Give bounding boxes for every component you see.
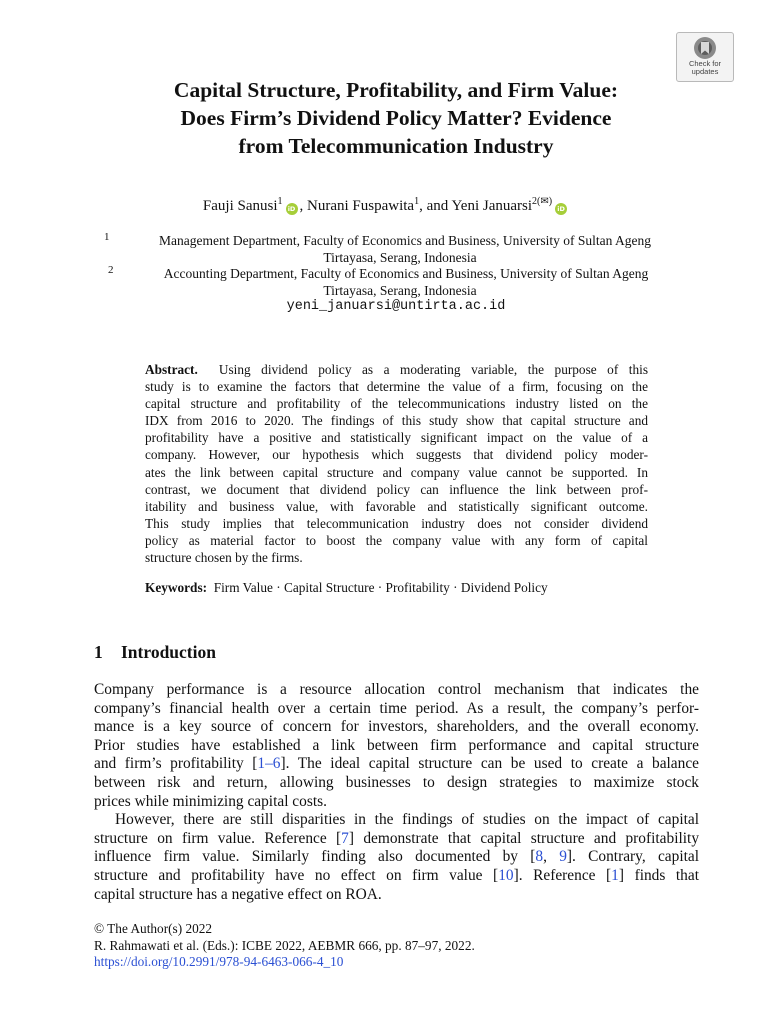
body-line: between risk and return, allowing businesses to design strategies to maximize stock — [94, 773, 699, 791]
section-number: 1 — [94, 642, 103, 662]
title-line-3: from Telecommunication Industry — [238, 134, 554, 158]
abstract-label: Abstract. — [145, 362, 198, 377]
abstract-line: contrast, we document that dividend policy can influence the link between prof- — [145, 481, 648, 497]
body-line: influence firm value. Similarly finding also documented by [8, 9]. Contrary, capital — [94, 848, 699, 866]
body-line: Prior studies have established a link between firm performance and capital structure — [94, 736, 699, 754]
check-for-updates-badge[interactable] — [676, 32, 734, 82]
body-text — [94, 681, 699, 904]
affiliation-1 — [94, 232, 706, 266]
affiliation-line: Tirtayasa, Serang, Indonesia — [323, 250, 477, 265]
abstract — [145, 361, 648, 566]
doi-link[interactable]: https://doi.org/10.2991/978-94-6463-066-4_10 — [94, 954, 344, 970]
abstract-line: capital structure and profitability of the telecommunications industry listed on the — [145, 396, 648, 412]
body-line: mance is a key source of concern for investors, shareholders, and the overall economy. — [94, 718, 699, 736]
bookmark-icon — [692, 36, 718, 60]
abstract-line: itability and business value, with favorable and statistically significant outcome. — [145, 498, 648, 514]
abstract-line: IDX from 2016 to 2020. The findings of this study show that capital structure and — [145, 413, 648, 429]
keywords-list: Firm Value · Capital Structure · Profitability · Dividend Policy — [213, 580, 548, 595]
corresponding-email[interactable]: yeni_januarsi@untirta.ac.id — [286, 299, 506, 314]
orcid-icon[interactable]: iD — [555, 203, 567, 215]
author-affil-sup: 1 — [414, 196, 420, 207]
section-title: Introduction — [121, 642, 216, 662]
abstract-line: Abstract. Using dividend policy as a moderating variable, the purpose of this — [145, 362, 648, 377]
body-line: Company performance is a resource allocation control mechanism that indicates the — [94, 681, 699, 698]
affiliation-number: 2 — [108, 264, 114, 276]
author-name: Fauji Sanusi — [202, 198, 278, 214]
abstract-line: This study implies that telecommunication industry does not consider dividend — [145, 515, 648, 531]
copyright: © The Author(s) 2022 — [94, 921, 213, 936]
keywords-label: Keywords: — [145, 580, 208, 595]
badge-label: Check for updates — [688, 59, 722, 76]
title-line-2: Does Firm’s Dividend Policy Matter? Evidence — [180, 106, 612, 130]
author-affil-sup: 2(✉) — [532, 196, 553, 207]
citation-link[interactable]: 1 — [611, 866, 619, 884]
abstract-line: structure chosen by the firms. — [145, 550, 303, 566]
abstract-line: ates the link between capital structure and company value cannot be supported. In — [145, 464, 648, 480]
body-line: structure on firm value. Reference [7] demonstrate that capital structure and profitability — [94, 829, 700, 847]
citation-link[interactable]: 10 — [498, 866, 514, 884]
body-line: and firm’s profitability [1–6]. The ideal capital structure can be used to create a balance — [94, 755, 699, 773]
citation-link[interactable]: 9 — [559, 848, 567, 866]
orcid-icon[interactable]: iD — [286, 203, 298, 215]
affiliation-line: Accounting Department, Faculty of Economics and Business, University of Sultan Ageng — [163, 266, 649, 281]
author-list: Fauji Sanusi$^1$iD , Nurani Fuspawita$^1$, and Yeni Januarsi$^{2(✉)}$iD — [80, 196, 692, 216]
author-name: Yeni Januarsi — [451, 198, 533, 214]
abstract-line: profitability have a positive and statistically significant impact on the value of a — [145, 430, 648, 446]
body-line: company’s financial health over a certain time period. As a result, the company’s perfor- — [94, 699, 699, 717]
body-line: However, there are still disparities in the findings of studies on the impact of capital — [115, 811, 699, 829]
affiliation-line: Management Department, Faculty of Economics and Business, University of Sultan Ageng — [159, 233, 651, 248]
section-heading — [94, 642, 216, 663]
abstract-line: policy as material factor to boost the company value with any form of capital — [145, 532, 648, 548]
title-line-1: Capital Structure, Profitability, and Firm Value: — [173, 78, 619, 102]
keywords — [145, 580, 548, 596]
body-line: prices while minimizing capital costs. — [94, 792, 327, 810]
footer — [94, 921, 475, 971]
citation-link[interactable]: 1–6 — [257, 755, 281, 773]
abstract-line: company. However, our hypothesis which suggests that dividend policy moder- — [145, 447, 648, 463]
author-conjunction: and — [426, 198, 452, 214]
affiliation-line: Tirtayasa, Serang, Indonesia — [323, 283, 477, 298]
affiliation-2 — [94, 265, 706, 299]
author-affil-sup: 1 — [277, 196, 283, 207]
citation-link[interactable]: 7 — [341, 829, 349, 847]
paper-title — [80, 76, 712, 160]
citation-link[interactable]: 8 — [535, 848, 544, 866]
affiliation-number: 1 — [104, 231, 110, 243]
body-line: structure and profitability have no effect on firm value [10]. Reference [1] finds that — [94, 866, 699, 884]
body-line: capital structure has a negative effect on ROA. — [94, 885, 382, 903]
author-name: Nurani Fuspawita — [307, 198, 415, 214]
abstract-line: study is to examine the factors that determine the value of a firm, focusing on the — [145, 379, 648, 395]
proceedings-citation: R. Rahmawati et al. (Eds.): ICBE 2022, AEBMR 666, pp. 87–97, 2022. — [94, 937, 475, 953]
